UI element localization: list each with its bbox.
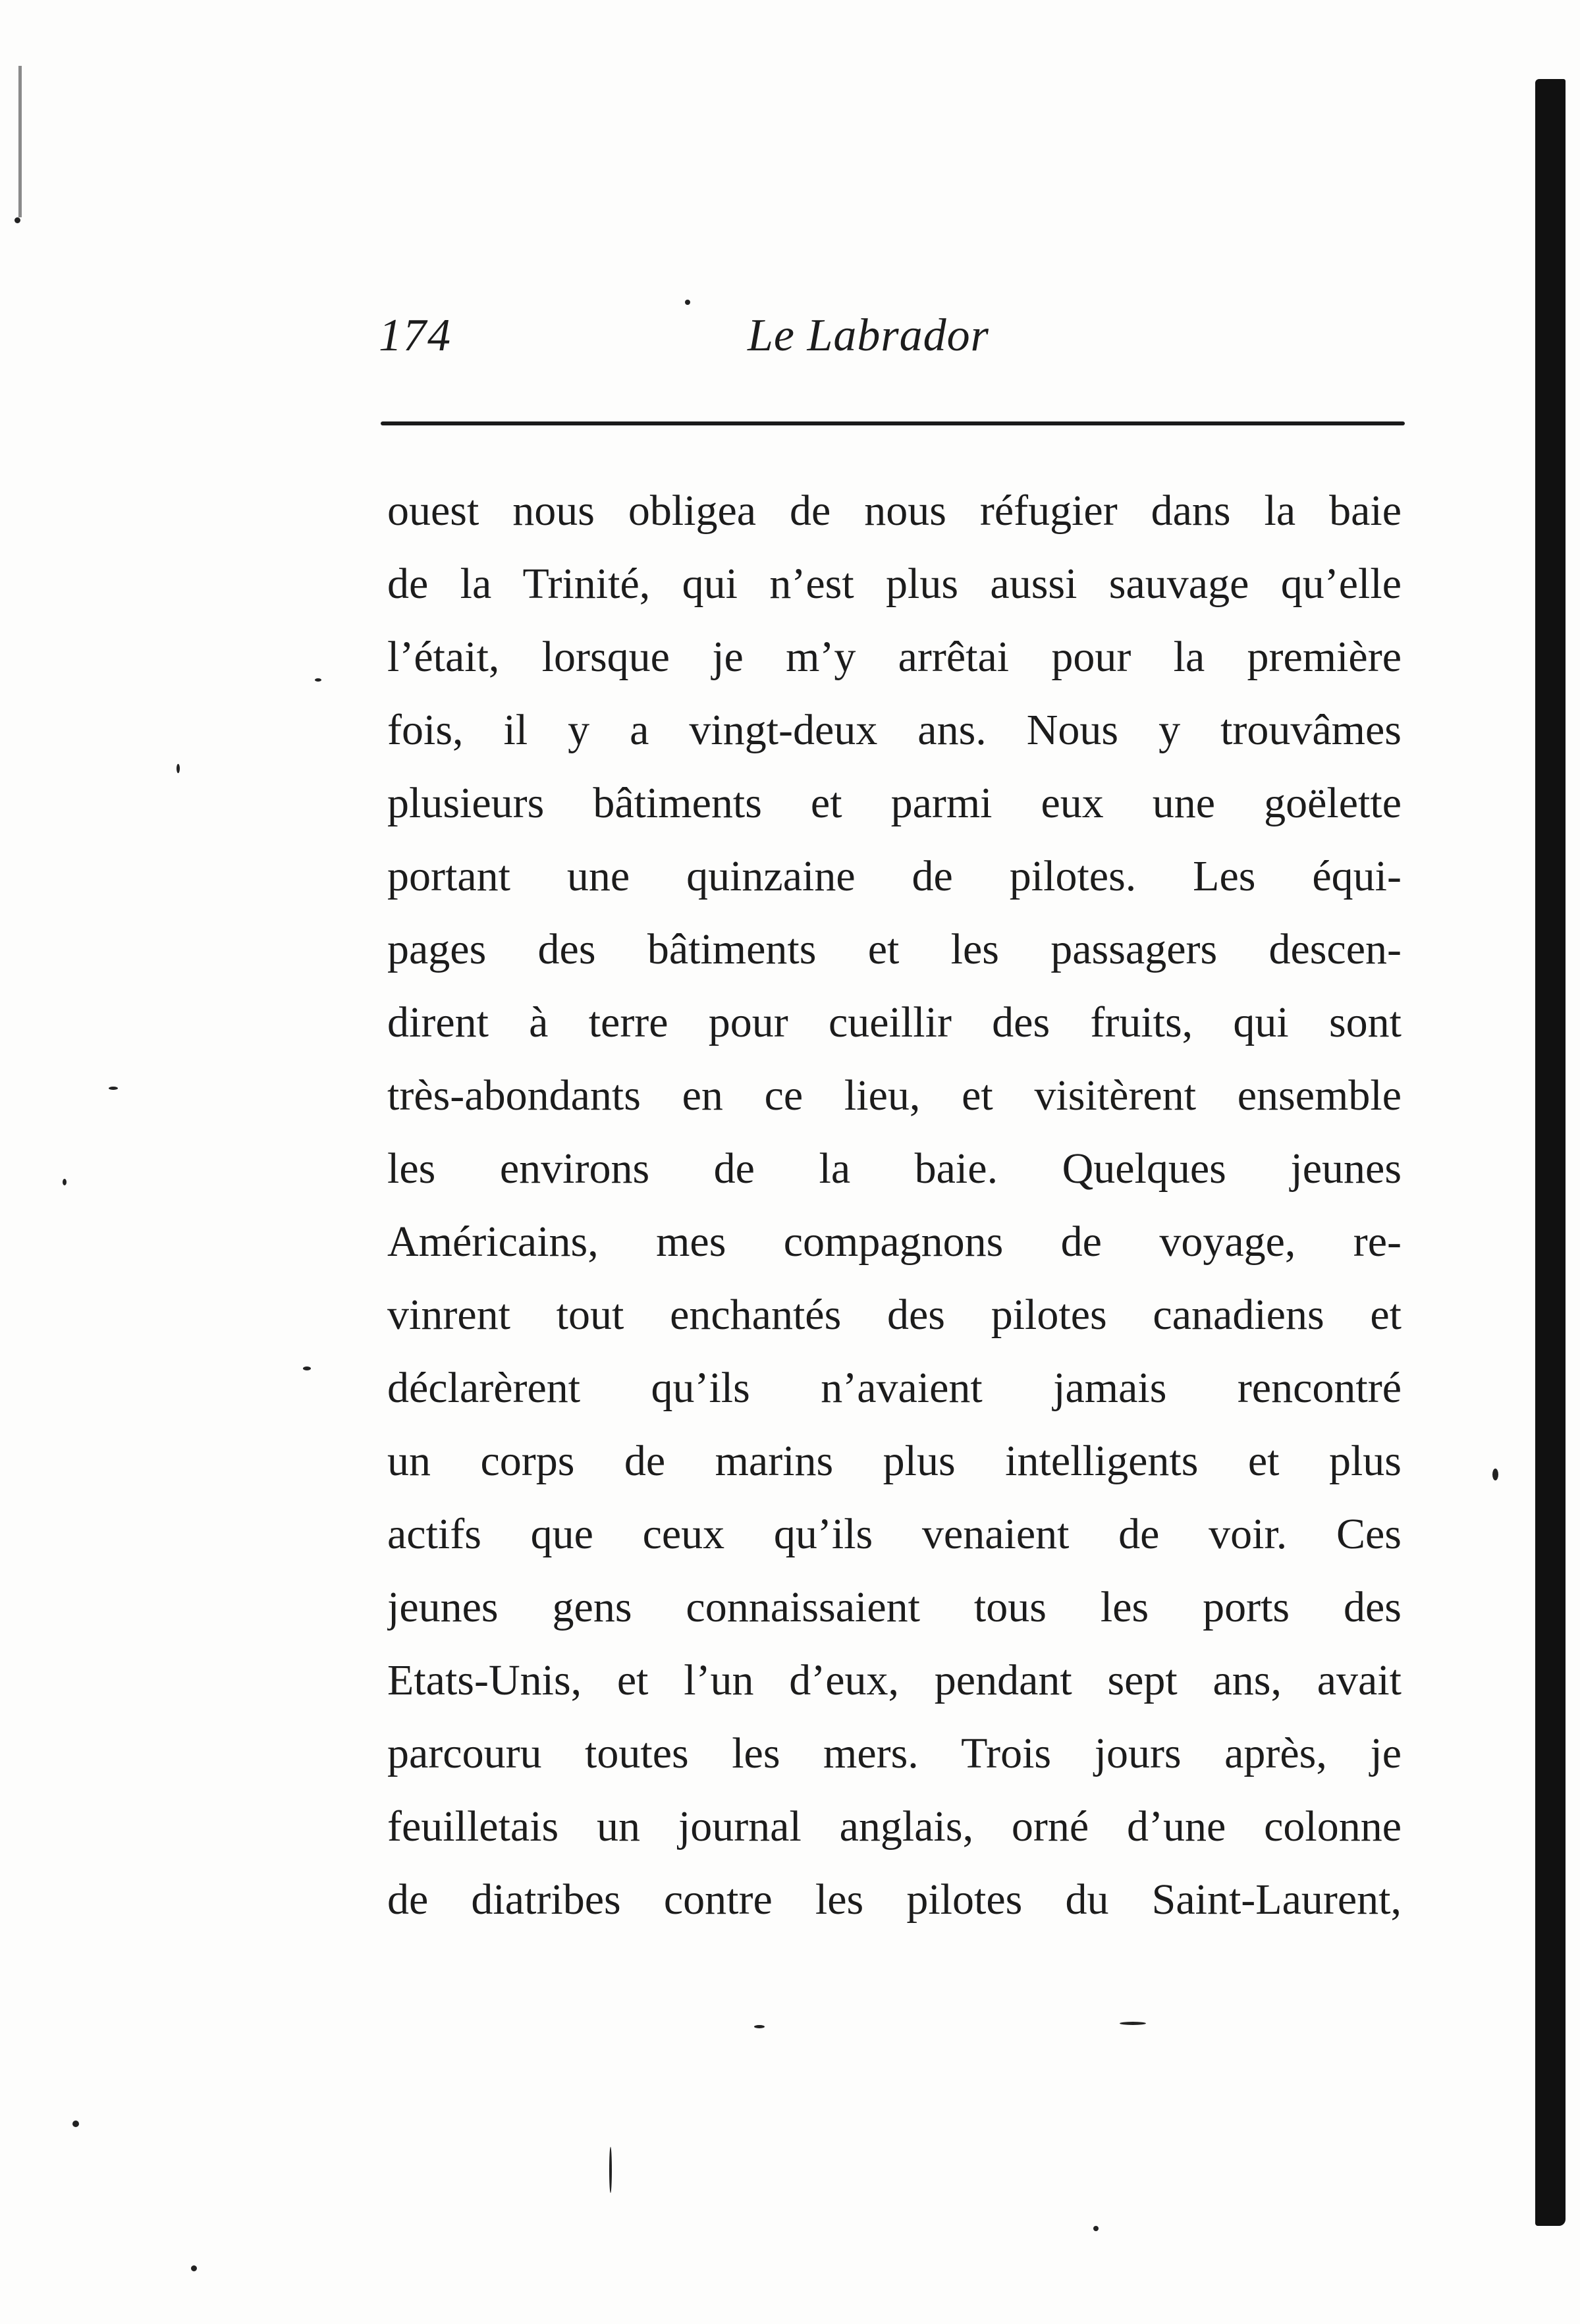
scan-speck xyxy=(63,1179,67,1185)
scan-page-edge-shadow xyxy=(1535,79,1566,2226)
scan-speck xyxy=(177,764,180,773)
scan-speck xyxy=(1120,2022,1146,2025)
page-number: 174 xyxy=(379,310,452,361)
text-line: Etats-Unis, et l’un d’eux, pendant sept ans, avait xyxy=(387,1656,1402,1704)
text-line: jeunes gens connaissaient tous les ports des xyxy=(387,1583,1402,1631)
text-line: de diatribes contre les pilotes du Saint-Laurent, xyxy=(387,1876,1402,1924)
text-line: déclarèrent qu’ils n’avaient jamais rencontré xyxy=(387,1364,1402,1412)
scan-speck xyxy=(72,2121,79,2127)
running-title: Le Labrador xyxy=(748,310,989,361)
text-line: dirent à terre pour cueillir des fruits, qui sont xyxy=(387,998,1402,1046)
text-line: ouest nous obligea de nous réfugier dans la baie xyxy=(387,487,1402,535)
scan-speck xyxy=(754,2025,765,2028)
text-line: très-abondants en ce lieu, et visitèrent ensemble xyxy=(387,1071,1402,1120)
scan-speck xyxy=(1093,2226,1099,2231)
text-line: fois, il y a vingt-deux ans. Nous y trouvâmes xyxy=(387,706,1402,754)
text-line: parcouru toutes les mers. Trois jours après, je xyxy=(387,1729,1402,1777)
scan-speck xyxy=(609,2147,612,2193)
scan-left-edge-mark xyxy=(18,66,22,217)
scan-speck xyxy=(315,678,321,682)
scan-speck xyxy=(1492,1469,1498,1480)
text-line: plusieurs bâtiments et parmi eux une goëlette xyxy=(387,779,1402,827)
text-line: de la Trinité, qui n’est plus aussi sauvage qu’elle xyxy=(387,560,1402,608)
text-line: pages des bâtiments et les passagers descen- xyxy=(387,925,1402,973)
body-text xyxy=(387,474,1402,1936)
text-line: Américains, mes compagnons de voyage, re- xyxy=(387,1218,1402,1266)
scan-speck xyxy=(14,217,20,223)
text-line: vinrent tout enchantés des pilotes canadiens et xyxy=(387,1291,1402,1339)
scan-speck xyxy=(191,2265,197,2271)
text-line: l’était, lorsque je m’y arrêtai pour la première xyxy=(387,633,1402,681)
scan-speck xyxy=(303,1366,311,1370)
text-line: les environs de la baie. Quelques jeunes xyxy=(387,1145,1402,1193)
text-line: un corps de marins plus intelligents et plus xyxy=(387,1437,1402,1485)
header-rule xyxy=(381,421,1405,425)
text-line: actifs que ceux qu’ils venaient de voir. Ces xyxy=(387,1510,1402,1558)
scan-speck xyxy=(685,300,690,305)
scan-speck xyxy=(109,1087,118,1090)
text-line: portant une quinzaine de pilotes. Les équi- xyxy=(387,852,1402,900)
text-line: feuilletais un journal anglais, orné d’une colonne xyxy=(387,1802,1402,1851)
running-head xyxy=(379,310,1403,382)
